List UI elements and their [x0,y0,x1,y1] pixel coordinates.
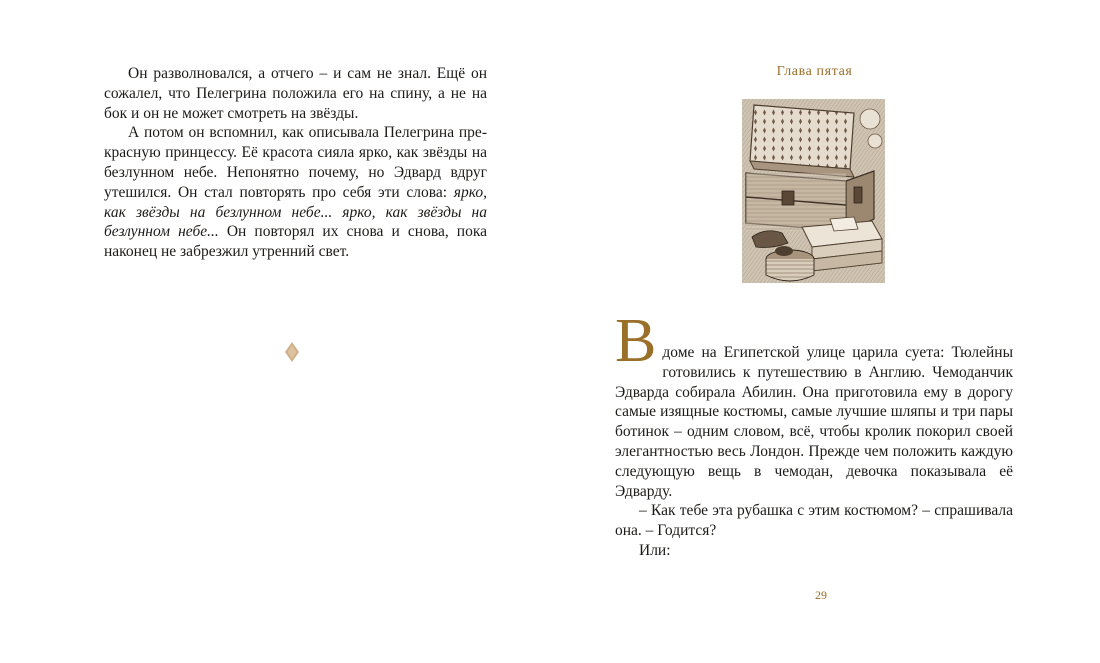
right-paragraph-2: – Как тебе эта рубашка с этим костюмом? – спрашивала она. – Годится? [615,502,1013,540]
right-page-text [615,307,1013,561]
left-paragraph-2-ending: Он повторял их снова и снова, пока наконец не забрезжил утренний свет. [104,223,487,261]
left-page-text [104,64,487,262]
page-number: 29 [815,588,827,602]
left-paragraph-2-text: А потом он вспомнил, как описывала Пелегрина прекрасную принцессу. Её красота сияла ярко, как звёзды на безлунном небе. Непонятно почему, но Эдвард вдруг утешился. Он стал повторять про себя эти слова: [104,124,487,201]
right-paragraph-1 [615,307,1013,501]
chapter-title: Глава пятая [776,64,853,79]
suitcase-illustration [742,99,885,283]
left-paragraph-1: Он разволновался, а отчего – и сам не знал. Ещё он сожалел, что Пелегрина положила его на спину, а не на бок и он не может смотреть на звёзды. [104,65,487,122]
diamond-ornament-icon [285,342,299,362]
right-paragraph-1-text: доме на Египетской улице царила суета: Тюлейны готовились к путешествию в Англию. Чемоданчик Эдварда собирала Абилин. Она приготовила ему в дорогу самые изящные костюмы, самые лучшие шляпы и три пары ботинок – одним словом, всё, чтобы кролик покорил своей элегантностью весь Лондон. Прежде чем положить каждую следующую вещь в чемодан, девочка показывала её Эдварду. [615,344,1013,500]
left-paragraph-2-italic: ярко, как звёзды на безлунном небе... ярко, как звёзды на безлунном небе... [104,183,487,241]
left-paragraph-2 [104,123,487,262]
drop-cap: В [615,307,657,375]
right-paragraph-3: Или: [639,541,671,559]
